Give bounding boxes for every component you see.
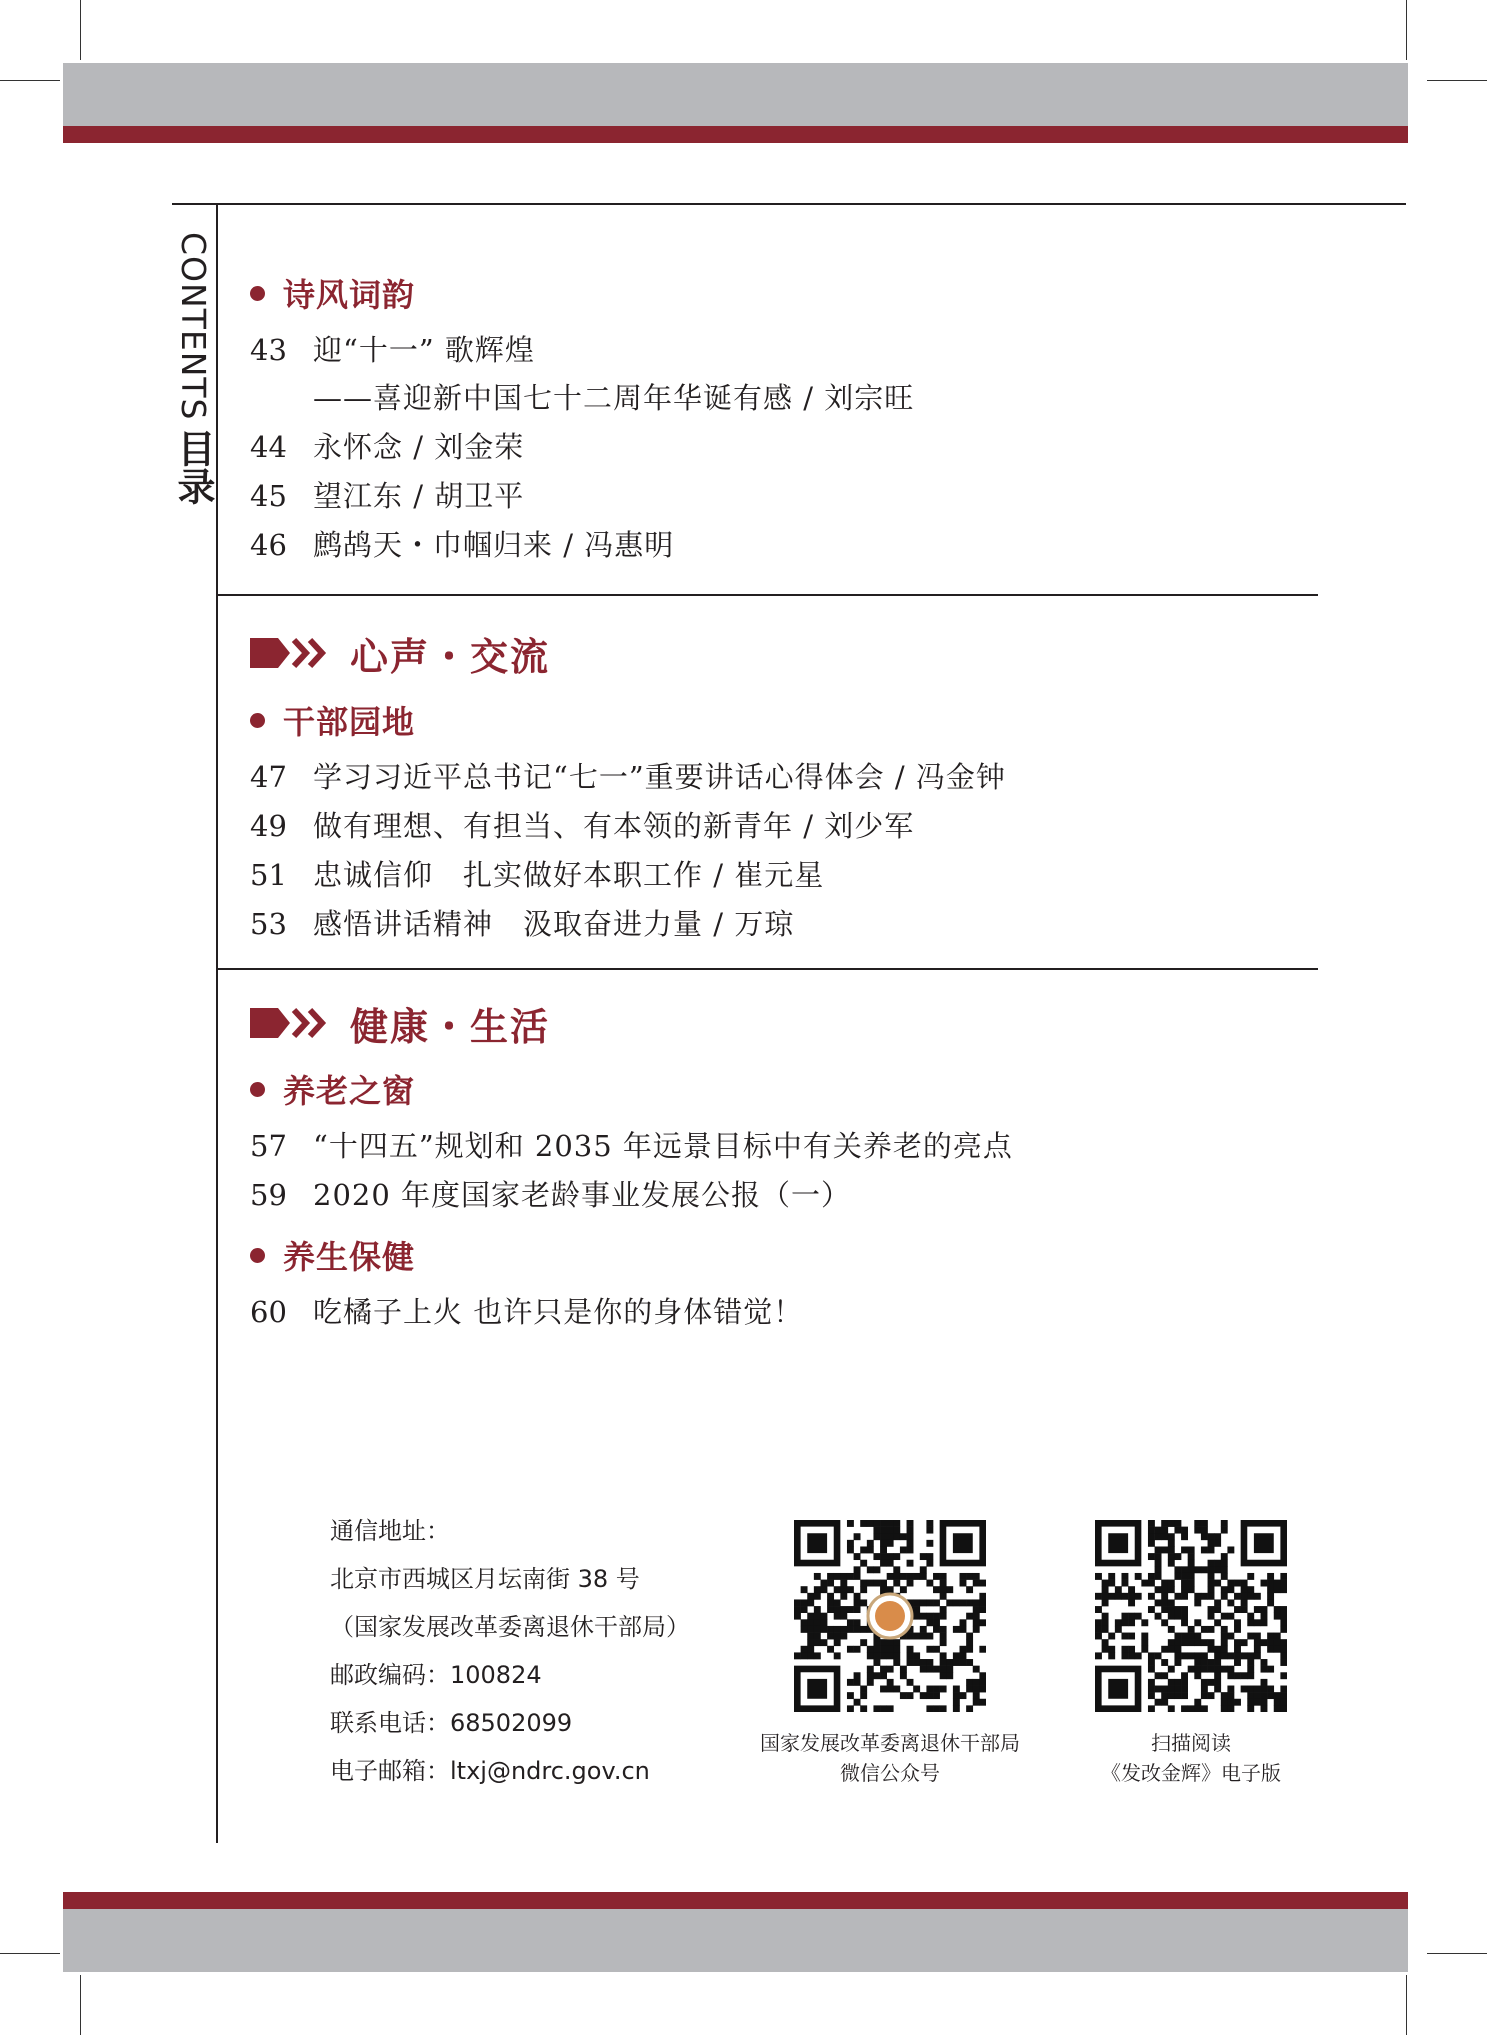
page-number: 46 (250, 528, 287, 562)
subheading-title: 养老之窗 (283, 1072, 416, 1110)
crop-mark-br-h (1427, 1953, 1487, 1954)
qr-caption-line: 扫描阅读 (1151, 1731, 1231, 1755)
section-divider-2 (216, 968, 1318, 970)
top-rule (172, 203, 1406, 205)
toc-entry[interactable] (250, 902, 794, 943)
toc-entry[interactable] (250, 1290, 803, 1331)
contents-english: CONTENTS (174, 232, 213, 421)
crop-mark-br-v (1406, 1975, 1407, 2035)
bullet-dot-icon (250, 1248, 265, 1263)
contents-sidebar-label (166, 232, 221, 505)
toc-entry[interactable] (250, 425, 524, 466)
qr-caption-line: 《发改金辉》电子版 (1101, 1761, 1281, 1785)
section-title: 心声・交流 (350, 633, 551, 679)
page-number: 51 (250, 858, 287, 892)
bullet-dot-icon (250, 286, 265, 301)
section-heading-voice (250, 633, 551, 679)
section-title: 健康・生活 (350, 1003, 551, 1049)
footer-gray-band (63, 1909, 1408, 1972)
ebook-qr-code[interactable] (1095, 1520, 1287, 1712)
section-heading-health (250, 1003, 551, 1049)
toc-entry[interactable] (250, 804, 914, 845)
qr-caption-ebook (1061, 1728, 1321, 1788)
qr-caption-line: 国家发展改革委离退休干部局 (760, 1731, 1020, 1755)
footer-red-band (63, 1892, 1408, 1909)
subheading-title: 养生保健 (283, 1238, 416, 1276)
entry-title: 望江东 / 胡卫平 (313, 479, 525, 513)
toc-entry[interactable] (250, 853, 824, 894)
crop-mark-tr-h (1427, 80, 1487, 81)
entry-title: 忠诚信仰 扎实做好本职工作 / 崔元星 (313, 858, 825, 892)
crop-mark-tl-h (0, 80, 60, 81)
crop-mark-bl-v (80, 1975, 81, 2035)
header-red-band (63, 126, 1408, 143)
entry-title: 迎“十一” 歌辉煌 (313, 333, 535, 367)
contact-email[interactable]: 电子邮箱：ltxj@ndrc.gov.cn (330, 1757, 650, 1785)
page-number: 53 (250, 907, 287, 941)
qr-caption-wechat (744, 1728, 1036, 1788)
header-gray-band (63, 63, 1408, 126)
page-number: 49 (250, 809, 287, 843)
bullet-dot-icon (250, 1082, 265, 1097)
page-number: 43 (250, 333, 287, 367)
bullet-dot-icon (250, 713, 265, 728)
crop-mark-tr-v (1406, 0, 1407, 60)
toc-entry[interactable] (250, 328, 535, 369)
page-number: 60 (250, 1295, 287, 1329)
page-number: 59 (250, 1178, 287, 1212)
entry-title: 鹧鸪天・巾帼归来 / 冯惠明 (313, 528, 675, 562)
triple-arrow-icon (250, 1004, 340, 1042)
section-divider-1 (216, 594, 1318, 596)
toc-entry-continuation[interactable]: ——喜迎新中国七十二周年华诞有感 / 刘宗旺 (313, 381, 915, 415)
contact-info (330, 1507, 690, 1795)
page-number: 44 (250, 430, 287, 464)
contact-postcode: 邮政编码：100824 (330, 1661, 542, 1689)
subheading-title: 干部园地 (283, 703, 416, 741)
subheading-title: 诗风词韵 (283, 276, 416, 314)
page-number: 57 (250, 1129, 287, 1163)
entry-title: 吃橘子上火 也许只是你的身体错觉！ (313, 1295, 804, 1329)
toc-entry[interactable] (250, 1124, 1013, 1165)
crop-mark-bl-h (0, 1953, 60, 1954)
contact-org: （国家发展改革委离退休干部局） (330, 1613, 690, 1641)
page-number: 45 (250, 479, 287, 513)
contact-label: 通信地址： (330, 1517, 450, 1545)
subheading-cadre (250, 697, 415, 743)
entry-title: 永怀念 / 刘金荣 (313, 430, 525, 464)
subheading-wellness (250, 1232, 415, 1278)
toc-entry[interactable] (250, 523, 674, 564)
triple-arrow-icon (250, 634, 340, 672)
entry-title: “十四五”规划和 2035 年远景目标中有关养老的亮点 (313, 1129, 1013, 1163)
contents-chinese: 目录 (171, 428, 215, 505)
entry-title: 2020 年度国家老龄事业发展公报（一） (313, 1178, 852, 1212)
crop-mark-tl-v (80, 0, 81, 60)
subheading-elderly (250, 1066, 415, 1112)
toc-entry[interactable] (250, 755, 1006, 796)
wechat-qr-code[interactable] (794, 1520, 986, 1712)
toc-entry[interactable] (250, 474, 524, 515)
contact-phone: 联系电话：68502099 (330, 1709, 573, 1737)
page-number: 47 (250, 760, 287, 794)
entry-title: 学习习近平总书记“七一”重要讲话心得体会 / 冯金钟 (313, 760, 1006, 794)
subheading-poetry (250, 270, 415, 316)
contact-address: 北京市西城区月坛南街 38 号 (330, 1565, 640, 1593)
toc-entry[interactable] (250, 1173, 851, 1214)
entry-title: 做有理想、有担当、有本领的新青年 / 刘少军 (313, 809, 915, 843)
qr-caption-line: 微信公众号 (840, 1761, 940, 1785)
entry-title: 感悟讲话精神 汲取奋进力量 / 万琼 (313, 907, 795, 941)
